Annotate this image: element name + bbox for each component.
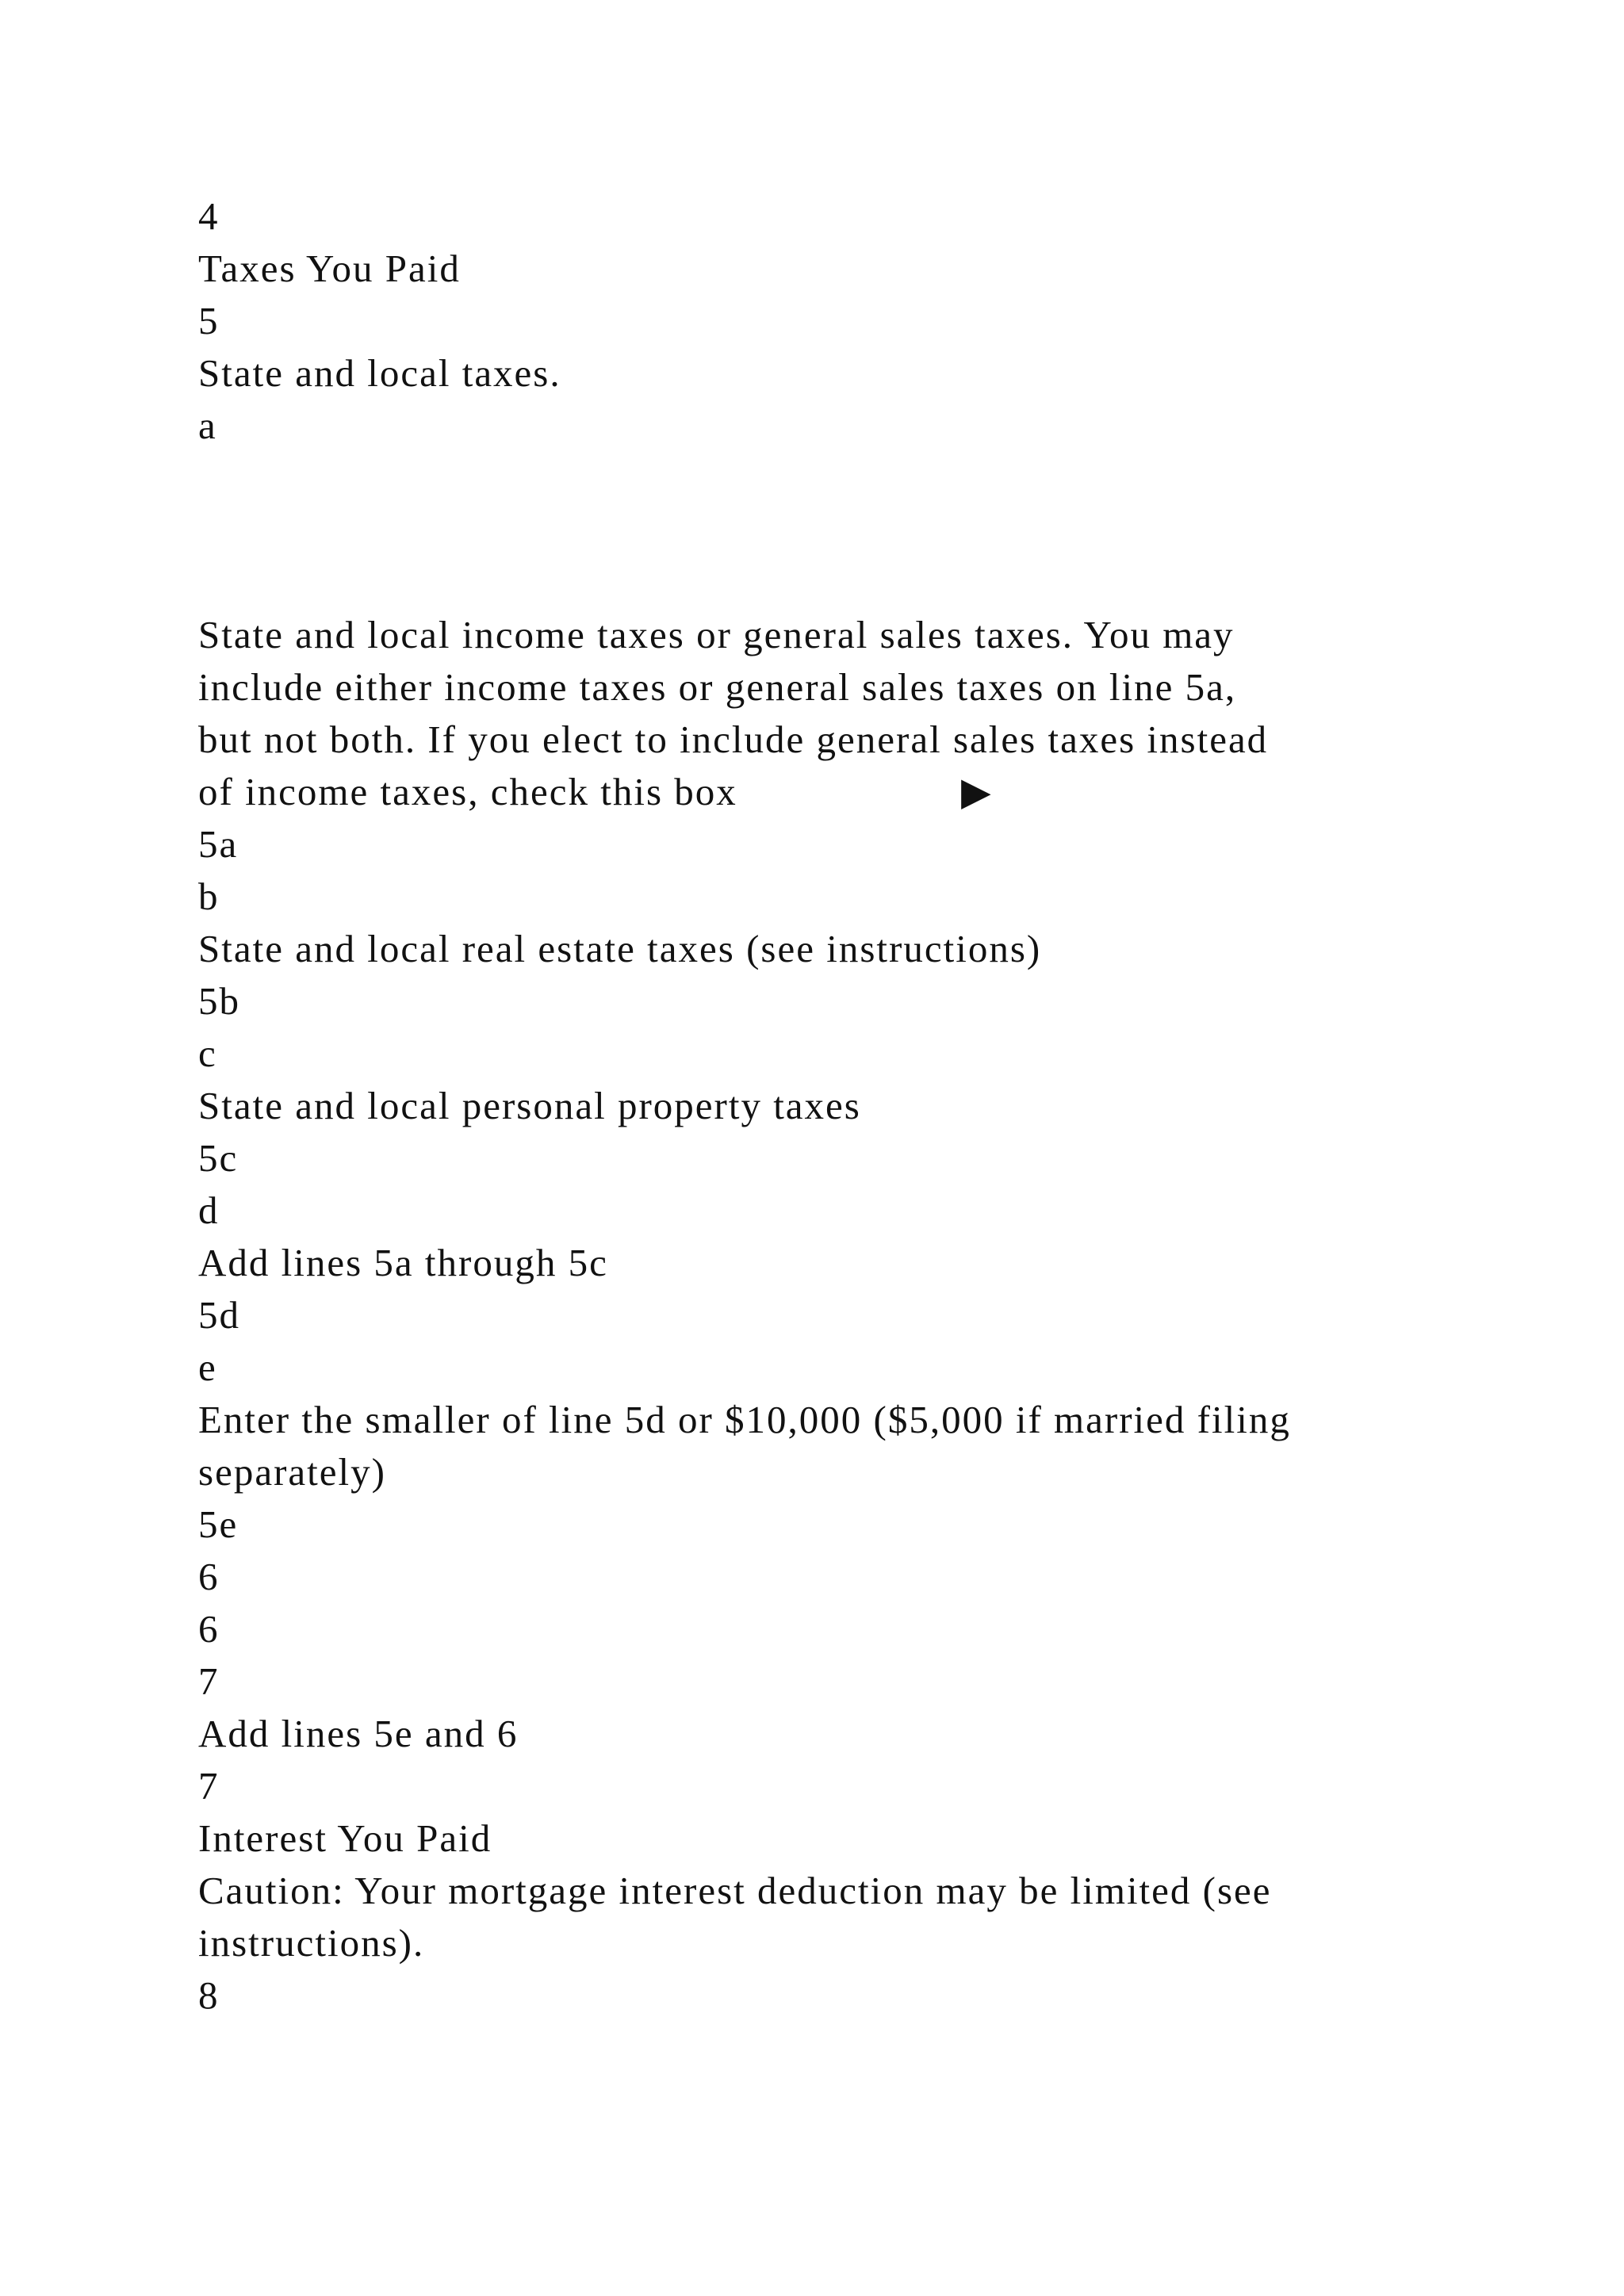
line-ref-5e: 5e bbox=[198, 1502, 239, 1546]
add-lines-5e-6-label: Add lines 5e and 6 bbox=[198, 1712, 519, 1755]
paragraph-line-3: but not both. If you elect to include general sales taxes instead bbox=[198, 718, 1269, 761]
line-ref-5c: 5c bbox=[198, 1136, 239, 1180]
check-box-text: of income taxes, check this box bbox=[198, 770, 737, 813]
state-local-taxes-label: State and local taxes. bbox=[198, 351, 561, 395]
item-letter-b: b bbox=[198, 874, 220, 918]
line-number-4: 4 bbox=[198, 194, 220, 238]
line-ref-7: 7 bbox=[198, 1764, 220, 1808]
line-ref-5b: 5b bbox=[198, 979, 240, 1023]
item-letter-e: e bbox=[198, 1345, 217, 1389]
paragraph-line-1: State and local income taxes or general sales taxes. You may bbox=[198, 613, 1235, 656]
line-number-7: 7 bbox=[198, 1659, 220, 1703]
line-ref-6: 6 bbox=[198, 1607, 220, 1651]
blank-gap bbox=[198, 452, 1467, 609]
caution-text: Caution: Your mortgage interest deduction may be limited (see bbox=[198, 1869, 1272, 1912]
line-ref-5a: 5a bbox=[198, 822, 239, 866]
item-letter-d: d bbox=[198, 1188, 220, 1232]
item-letter-c: c bbox=[198, 1031, 217, 1075]
document-page bbox=[198, 190, 1467, 2022]
item-letter-a: a bbox=[198, 404, 217, 447]
personal-property-taxes-label: State and local personal property taxes bbox=[198, 1084, 861, 1127]
line-number-5: 5 bbox=[198, 299, 220, 342]
smaller-of-line-label-cont: separately) bbox=[198, 1450, 386, 1494]
caution-text-cont: instructions). bbox=[198, 1921, 425, 1965]
right-arrow-icon: ▶ bbox=[961, 770, 993, 813]
paragraph-line-2: include either income taxes or general sales taxes on line 5a, bbox=[198, 665, 1237, 709]
real-estate-taxes-label: State and local real estate taxes (see instructions) bbox=[198, 927, 1042, 970]
add-lines-5a-5c-label: Add lines 5a through 5c bbox=[198, 1241, 608, 1284]
paragraph-line-4 bbox=[198, 766, 1467, 818]
smaller-of-line-label: Enter the smaller of line 5d or $10,000 ($5,000 if married filing bbox=[198, 1398, 1291, 1441]
line-number-8: 8 bbox=[198, 1973, 220, 2017]
line-number-6: 6 bbox=[198, 1555, 220, 1598]
line-ref-5d: 5d bbox=[198, 1293, 240, 1337]
section-heading-taxes-you-paid: Taxes You Paid bbox=[198, 247, 461, 290]
section-heading-interest-you-paid: Interest You Paid bbox=[198, 1816, 492, 1860]
